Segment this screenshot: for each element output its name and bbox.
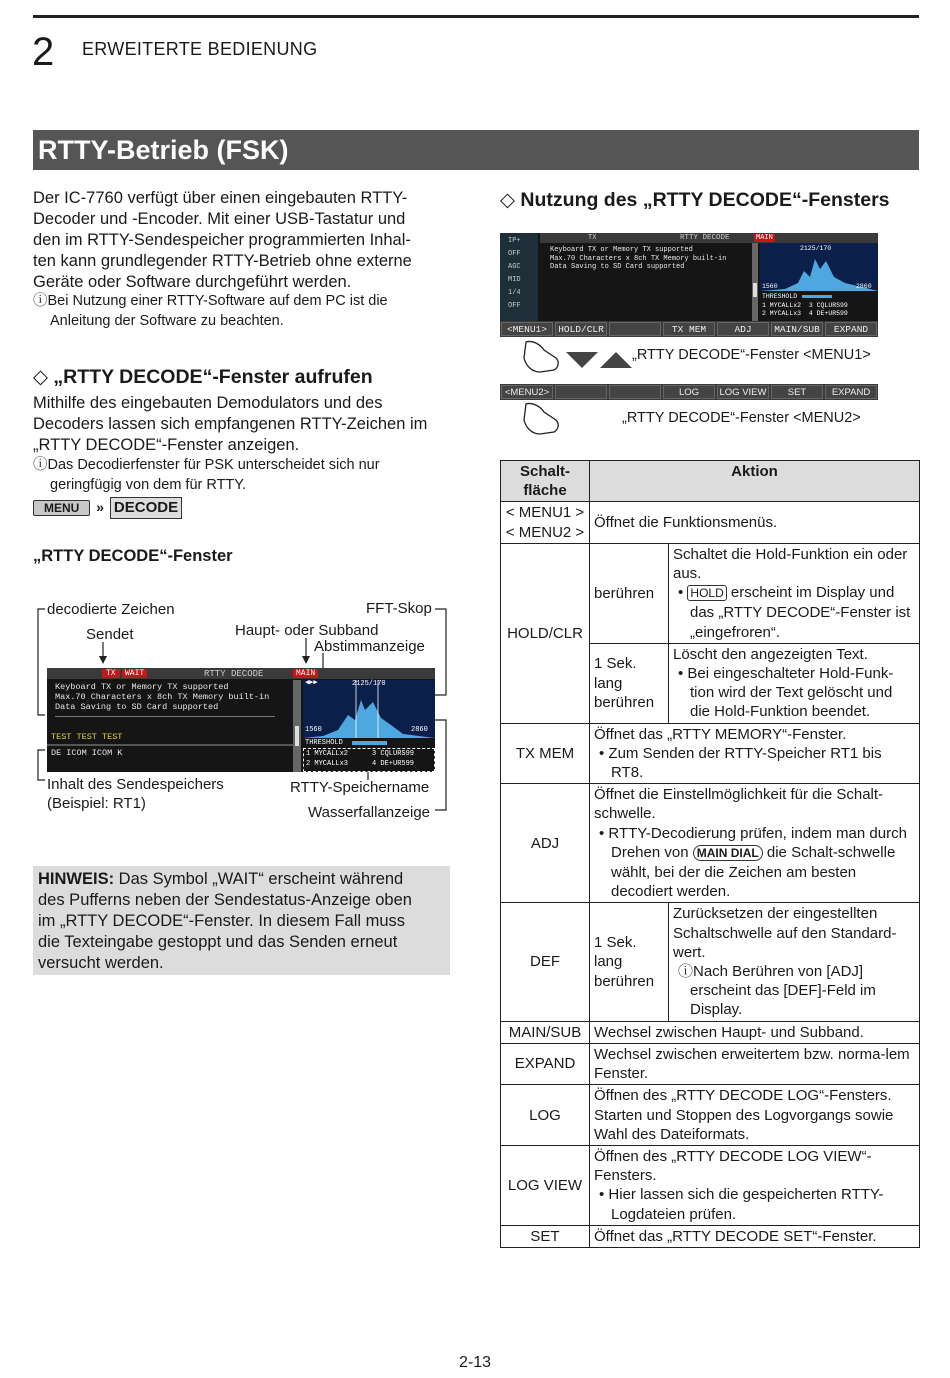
softkey-empty — [609, 322, 661, 336]
open-heading: ◇ „RTTY DECODE“-Fenster aufrufen — [33, 366, 373, 388]
page-number: 2-13 — [458, 1354, 492, 1371]
section-title: RTTY-Betrieb (FSK) — [33, 130, 919, 170]
wait-indicator: WAIT — [122, 669, 147, 678]
softkey-expand[interactable]: EXPAND — [825, 385, 877, 399]
caption-menu1: „RTTY DECODE“-Fenster <MENU1> — [632, 347, 871, 363]
table-header: Schalt- fläche Aktion — [501, 461, 920, 502]
table-row: ADJ Öffnet die Einstellmöglichkeit für die Schalt-schwelle. • RTTY-Decodierung prüfen, indem man durch Drehen von MAIN DIAL die Schalt-schwelle wählt, bei der die Zeichen am besten decodiert werden. — [501, 784, 920, 903]
softkey-main-sub[interactable]: MAIN/SUB — [771, 322, 823, 336]
softkey-log-view[interactable]: LOG VIEW — [717, 385, 769, 399]
use-heading: ◇ Nutzung des „RTTY DECODE“-Fensters — [500, 189, 890, 211]
fft-freq-right: 2860 — [411, 726, 428, 734]
hinweis-box: HINWEIS: Das Symbol „WAIT“ erscheint während des Pufferns neben der Sendestatus-Anzeige oben im „RTTY DECODE“-Fenster. In diesem Fall muss die Texteingabe gestoppt und das Senden erneut versucht werden. — [33, 866, 450, 975]
action-table — [500, 460, 920, 1248]
intro-text: Der IC-7760 verfügt über einen eingebauten RTTY- Decoder und -Encoder. Mit einer USB-Tastatur und den im RTTY-Sendespeicher programmierten Inhal- ten kann grundlegender RTTY-Betrieb ohne externe Geräte oder Software durchgeführt werden. — [33, 189, 412, 291]
hinweis-label: HINWEIS: — [38, 870, 115, 888]
softkey-expand[interactable]: EXPAND — [825, 322, 877, 336]
open-text: Mithilfe des eingebauten Demodulators und des Decoders lassen sich empfangenen RTTY-Zeichen im „RTTY DECODE“-Fenster anzeigen. — [33, 394, 428, 454]
screen-title: RTTY DECODE — [680, 234, 730, 242]
tx-memory-text: DE ICOM ICOM K — [51, 748, 123, 758]
table-row: HOLD/CLR berühren Schaltet die Hold-Funktion ein oder aus. • HOLD erscheint im Display und das „RTTY DECODE“-Fenster ist „eingefroren“. — [501, 543, 920, 643]
decode-screen-menu1: IP+ OFF AGC MID 1/4 OFF TX RTTY DECODE MAIN Keyboard TX or Memory TX supported Max.70 Characters x 8ch TX Memory built-in Data Saving to SD Card supported 2125/170 1560 2860 THRESHOLD 1 MYCALLx2 3 CQLURS99 2 MYCALLx3 4 DE+UR599 <MENU1> HOLD/CLR TX MEM ADJ MAIN/SUB EXPAND — [500, 233, 878, 337]
softkey-menu1[interactable]: <MENU1> — [501, 322, 553, 336]
main-indicator: MAIN — [293, 669, 318, 678]
softkey-empty — [609, 385, 661, 399]
decode-screen-diagram — [47, 668, 435, 772]
received-test: TEST TEST TEST — [51, 732, 123, 742]
softkey-set[interactable]: SET — [771, 385, 823, 399]
softkey-adj[interactable]: ADJ — [717, 322, 769, 336]
menu1-bar — [500, 321, 878, 337]
touch-arrows — [520, 338, 632, 378]
label-tx-content: Inhalt des Sendespeichers (Beispiel: RT1) — [47, 776, 224, 812]
fft-freq-center: 2125/170 — [352, 680, 386, 688]
menu2-bar — [500, 384, 878, 400]
hand-icon — [520, 400, 570, 438]
hold-key: HOLD — [687, 585, 726, 601]
label-waterfall: Wasserfallanzeige — [308, 804, 430, 821]
table-row: SET Öffnet das „RTTY DECODE SET“-Fenster. — [501, 1225, 920, 1247]
side-panel: IP+ OFF AGC MID 1/4 OFF — [500, 233, 538, 321]
softkey-hold-clr[interactable]: HOLD/CLR — [555, 322, 607, 336]
softkey-empty — [555, 385, 607, 399]
tuning-indicator: ◀▶▶ — [305, 679, 318, 687]
decode-key: DECODE — [110, 497, 182, 519]
softkey-tx-mem[interactable]: TX MEM — [663, 322, 715, 336]
label-main-sub: Haupt- oder Subband — [235, 622, 379, 639]
table-row: EXPAND Wechsel zwischen erweitertem bzw. norma-lem Fenster. — [501, 1043, 920, 1084]
screen-title: RTTY DECODE — [204, 669, 264, 679]
label-fft: FFT-Skop — [366, 600, 432, 617]
decoded-text: Keyboard TX or Memory TX supported Max.70 Characters x 8ch TX Memory built-in Data Saving to SD Card supported — [55, 682, 270, 712]
menu-key: MENU — [33, 500, 90, 516]
caption-menu2: „RTTY DECODE“-Fenster <MENU2> — [622, 410, 861, 426]
fft-freq-left: 1560 — [305, 726, 322, 734]
key-sequence — [33, 497, 182, 519]
window-heading: „RTTY DECODE“-Fenster — [33, 547, 233, 565]
table-row: DEF 1 Sek. lang berühren Zurücksetzen der eingestellten Schaltschwelle auf den Standard-wert. ⓘNach Berühren von [ADJ] erscheint das [DEF]-Feld im Display. — [501, 903, 920, 1021]
memory-names: 1 MYCALLx2 3 CQLURS99 2 MYCALLx3 4 DE+UR599 — [762, 302, 848, 317]
memory-names: 1 MYCALLx2 2 MYCALLx3 3 CQLURS99 4 DE+UR599 — [303, 748, 435, 772]
table-row: MAIN/SUB Wechsel zwischen Haupt- und Subband. — [501, 1021, 920, 1043]
chapter-number: 2 — [32, 30, 55, 74]
label-sending: Sendet — [86, 626, 134, 643]
table-row: 1 Sek. lang berühren Löscht den angezeigten Text. • Bei eingeschalteter Hold-Funk-tion wird der Text gelöscht und die Hold-Funktion beendet. — [501, 643, 920, 723]
label-tuning: Abstimmanzeige — [314, 638, 425, 655]
label-decoded: decodierte Zeichen — [47, 601, 175, 618]
softkey-menu2[interactable]: <MENU2> — [501, 385, 553, 399]
tx-indicator: TX — [102, 669, 120, 678]
threshold-bar — [352, 741, 387, 745]
table-row: LOG Öffnen des „RTTY DECODE LOG“-Fensters. Starten und Stoppen des Logvorgangs sowie Wahl des Dateiformats. — [501, 1085, 920, 1146]
decoded-text: Keyboard TX or Memory TX supported Max.70 Characters x 8ch TX Memory built-in Data Saving to SD Card supported — [550, 246, 727, 271]
intro-note: ⓘBei Nutzung einer RTTY-Software auf dem PC ist die Anleitung der Software zu beachten. — [33, 293, 388, 329]
table-row: LOG VIEW Öffnen des „RTTY DECODE LOG VIEW“-Fensters. • Hier lassen sich die gespeicherten RTTY-Logdateien prüfen. — [501, 1145, 920, 1225]
open-note: ⓘDas Decodierfenster für PSK unterscheidet sich nur geringfügig von dem für RTTY. — [33, 457, 380, 493]
header-rule — [33, 15, 919, 18]
chapter-title: ERWEITERTE BEDIENUNG — [82, 39, 318, 59]
main-dial-key: MAIN DIAL — [693, 845, 763, 861]
table-row: < MENU1 > < MENU2 > Öffnet die Funktionsmenüs. — [501, 502, 920, 543]
softkey-log[interactable]: LOG — [663, 385, 715, 399]
up-arrow-icon — [600, 352, 632, 368]
label-memory-name: RTTY-Speichername — [290, 779, 430, 796]
down-arrow-icon — [566, 352, 598, 368]
table-row: TX MEM Öffnet das „RTTY MEMORY“-Fenster. • Zum Senden der RTTY-Speicher RT1 bis RT8. — [501, 723, 920, 784]
threshold-label: THRESHOLD — [305, 739, 343, 747]
sequence-separator: » — [96, 499, 105, 515]
